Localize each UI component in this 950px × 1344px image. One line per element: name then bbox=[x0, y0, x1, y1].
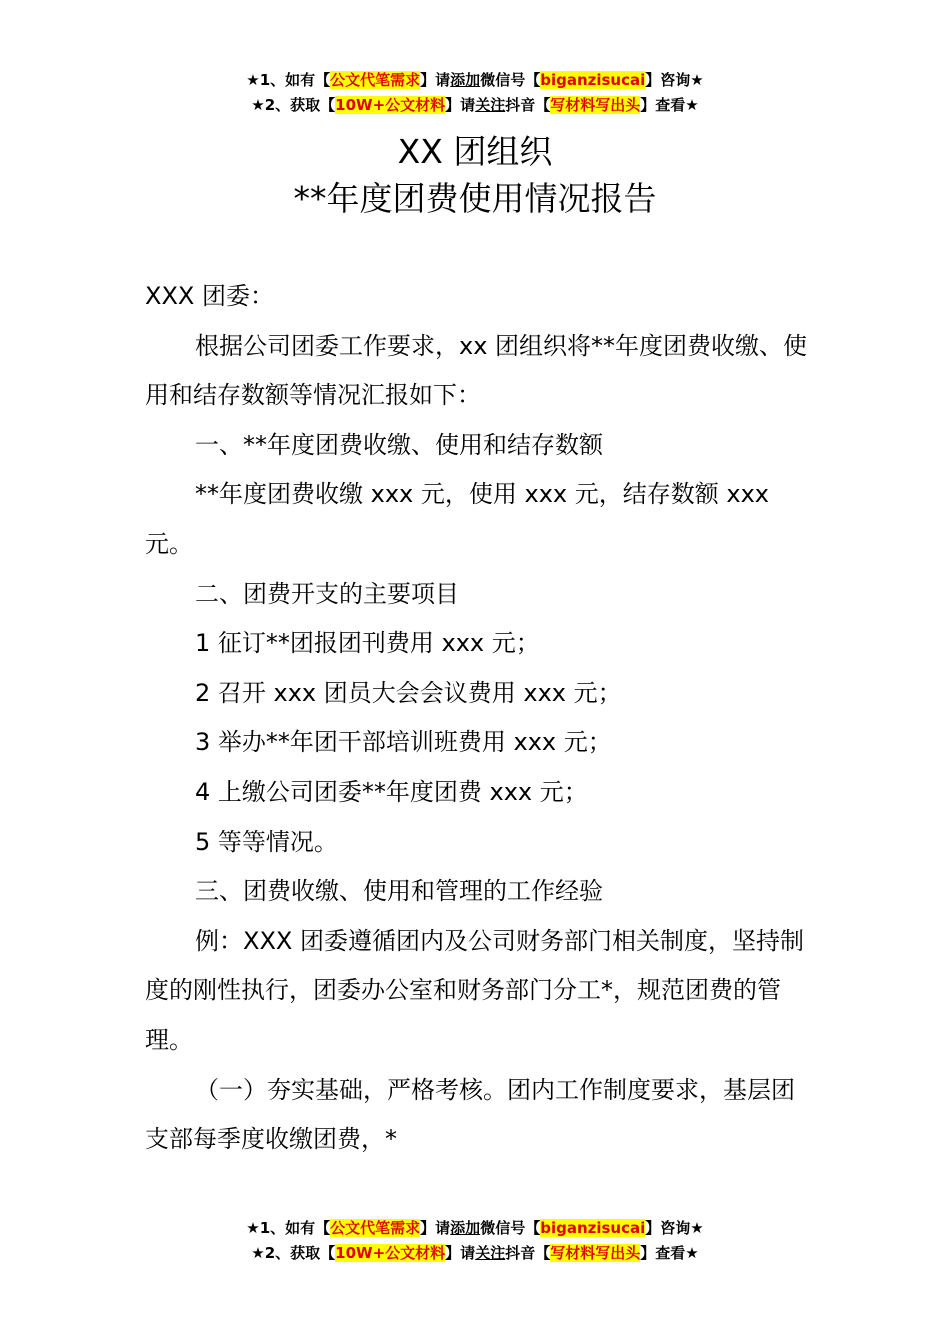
star-icon: ★ bbox=[251, 1244, 265, 1262]
doc-title-line-2: **年度团费使用情况报告 bbox=[293, 179, 657, 218]
salutation: XXX 团委： bbox=[145, 282, 274, 310]
footer-banner bbox=[0, 1216, 950, 1266]
highlight-douyin: 写材料写出头 bbox=[550, 96, 641, 114]
paragraph-intro: 根据公司团委工作要求，xx 团组织将**年度团费收缴、使用和结存数额等情况汇报如下： bbox=[145, 331, 808, 410]
paragraph-amounts: **年度团费收缴 xxx 元，使用 xxx 元，结存数额 xxx 元。 bbox=[145, 480, 769, 558]
header-banner bbox=[0, 68, 950, 118]
star-icon: ★ bbox=[685, 1244, 699, 1262]
highlight-service: 公文代笔需求 bbox=[330, 1219, 421, 1237]
section-heading-2: 二、团费开支的主要项目 bbox=[195, 579, 459, 608]
list-item: 2 召开 xxx 团员大会会议费用 xxx 元； bbox=[195, 678, 622, 707]
doc-body bbox=[145, 272, 810, 1165]
paragraph-subsection-1: （一）夯实基础，严格考核。团内工作制度要求，基层团支部每季度收缴团费，* bbox=[145, 1075, 795, 1154]
highlight-wechat-id: biganzisucai bbox=[540, 1219, 646, 1237]
paragraph-example: 例：XXX 团委遵循团内及公司财务部门相关制度，坚持制度的刚性执行，团委办公室和财务部门分工*，规范团费的管理。 bbox=[145, 926, 804, 1054]
highlight-materials: 10W+公文材料 bbox=[335, 1244, 446, 1262]
doc-title-line-1: XX 团组织 bbox=[397, 132, 553, 171]
highlight-materials: 10W+公文材料 bbox=[335, 96, 446, 114]
banner-line-2: ★2、获取【10W+公文材料】请关注抖音【写材料写出头】查看★ bbox=[251, 1244, 699, 1262]
star-icon: ★ bbox=[685, 96, 699, 114]
banner-line-1: ★1、如有【公文代笔需求】请添加微信号【biganzisucai】咨询★ bbox=[246, 71, 704, 89]
highlight-douyin: 写材料写出头 bbox=[550, 1244, 641, 1262]
list-item: 5 等等情况。 bbox=[195, 827, 338, 856]
banner-line-1: ★1、如有【公文代笔需求】请添加微信号【biganzisucai】咨询★ bbox=[246, 1219, 704, 1237]
highlight-service: 公文代笔需求 bbox=[330, 71, 421, 89]
section-heading-3: 三、团费收缴、使用和管理的工作经验 bbox=[195, 877, 603, 906]
star-icon: ★ bbox=[690, 1219, 704, 1237]
star-icon: ★ bbox=[251, 96, 265, 114]
star-icon: ★ bbox=[246, 71, 260, 89]
star-icon: ★ bbox=[246, 1219, 260, 1237]
star-icon: ★ bbox=[690, 71, 704, 89]
banner-line-2: ★2、获取【10W+公文材料】请关注抖音【写材料写出头】查看★ bbox=[251, 96, 699, 114]
list-item: 1 征订**团报团刊费用 xxx 元； bbox=[195, 629, 540, 658]
highlight-wechat-id: biganzisucai bbox=[540, 71, 646, 89]
list-item: 3 举办**年团干部培训班费用 xxx 元； bbox=[195, 728, 612, 757]
list-item: 4 上缴公司团委**年度团费 xxx 元； bbox=[195, 777, 588, 806]
section-heading-1: 一、**年度团费收缴、使用和结存数额 bbox=[195, 430, 603, 459]
